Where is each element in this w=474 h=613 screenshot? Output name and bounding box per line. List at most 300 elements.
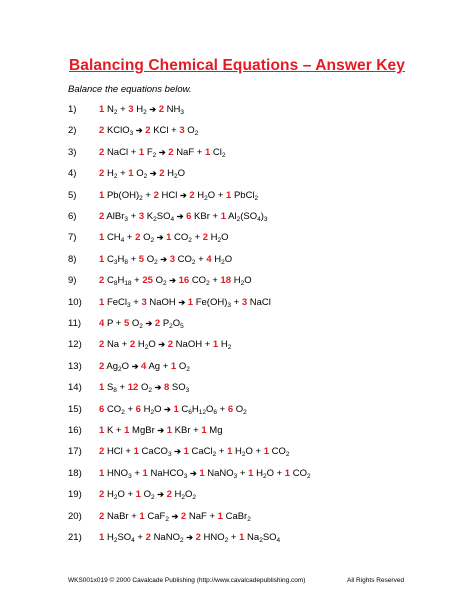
formula: NaCl	[249, 296, 271, 308]
equation	[99, 231, 229, 244]
plus-sign: +	[113, 318, 124, 329]
formula: $O_2$	[235, 403, 247, 416]
coefficient: 1	[99, 467, 105, 479]
formula: $NH_3$	[166, 104, 184, 116]
coefficient: 2	[202, 232, 208, 244]
subscript: 2	[174, 173, 178, 181]
subscript: 3	[128, 472, 132, 480]
arrow-icon: ➔	[171, 511, 179, 521]
formula: $O_2$	[143, 232, 155, 245]
equation-number: 19)	[68, 489, 82, 501]
plus-sign: +	[142, 189, 154, 201]
formula: KBr	[174, 425, 191, 436]
plus-sign: +	[202, 339, 213, 351]
plus-sign: +	[194, 146, 205, 158]
equation-number: 20)	[68, 510, 82, 522]
coefficient: 1	[173, 403, 179, 415]
coefficient: 1	[170, 360, 177, 372]
plus-sign: +	[209, 211, 221, 222]
formula: $H_2O$	[256, 467, 274, 480]
coefficient: 2	[158, 104, 164, 115]
equation-number: 14)	[68, 382, 82, 394]
formula: Na	[106, 339, 120, 351]
coefficient: 2	[135, 232, 141, 244]
subscript: 2	[113, 109, 118, 116]
subscript: 2	[236, 216, 241, 223]
plus-sign: +	[128, 211, 139, 222]
plus-sign: +	[131, 467, 143, 479]
formula: $N_2$	[106, 104, 118, 116]
coefficient: 3	[141, 296, 147, 308]
equation-number: 15)	[68, 403, 82, 415]
equation	[99, 296, 271, 309]
subscript: 2	[217, 237, 222, 245]
formula: $CH_4$	[106, 232, 125, 245]
equation-number: 3)	[68, 146, 77, 158]
coefficient: 1	[227, 446, 233, 458]
subscript: 2	[191, 258, 196, 266]
coefficient: 1	[183, 446, 189, 458]
plus-sign: +	[231, 296, 242, 308]
formula: $H_2O$	[233, 275, 252, 288]
plus-sign: +	[124, 403, 136, 415]
coefficient: 2	[99, 339, 105, 351]
subscript: 2	[150, 237, 155, 245]
coefficient: 12	[127, 382, 139, 394]
plus-sign: +	[130, 296, 142, 308]
coefficient: 5	[123, 318, 130, 329]
plus-sign: +	[117, 104, 129, 115]
subscript: 12	[198, 408, 206, 416]
equation	[99, 338, 231, 351]
equation	[99, 445, 290, 458]
subscript: 2	[118, 365, 122, 373]
arrow-icon: ➔	[164, 404, 171, 414]
coefficient: 3	[128, 104, 134, 115]
formula: $H_2$	[106, 168, 118, 181]
formula: $H_2$	[136, 104, 147, 116]
coefficient: 1	[99, 104, 105, 115]
coefficient: 1	[201, 425, 207, 436]
formula: Mg	[209, 425, 223, 436]
equation	[99, 467, 311, 480]
formula: $O_2$	[187, 125, 199, 138]
formula: $SO_3$	[171, 382, 190, 395]
formula: PbCl$_2$	[233, 189, 259, 202]
subscript: 4	[257, 216, 261, 223]
subscript: 2	[165, 515, 169, 523]
subscript: 2	[240, 280, 245, 288]
subscript: 3	[185, 387, 190, 395]
formula: CaBr$_2$	[225, 510, 251, 523]
arrow-icon: ➔	[169, 276, 176, 286]
plus-sign: +	[128, 510, 140, 522]
coefficient: 1	[99, 425, 105, 436]
subscript: 4	[131, 537, 135, 544]
subscript: 2	[153, 216, 157, 223]
equation-number: 17)	[68, 446, 82, 458]
equation-number: 11)	[68, 318, 82, 329]
coefficient: 2	[99, 510, 105, 522]
arrow-icon: ➔	[158, 340, 166, 350]
coefficient: 2	[129, 339, 136, 351]
plus-sign: +	[216, 446, 228, 458]
subscript: 3	[129, 130, 134, 138]
equation	[99, 317, 184, 330]
coefficient: 1	[99, 296, 105, 308]
formula: $P_2O_5$	[162, 318, 184, 330]
formula: $H_2O$	[214, 253, 233, 266]
coefficient: 1	[248, 467, 254, 479]
equation	[99, 210, 268, 223]
subscript: 3	[124, 216, 128, 223]
subscript: 2	[262, 472, 267, 480]
subscript: 2	[285, 451, 290, 459]
coefficient: 4	[99, 318, 105, 329]
coefficient: 1	[187, 296, 194, 308]
coefficient: 2	[99, 360, 105, 372]
subscript: 6	[213, 408, 218, 416]
subscript: 3	[127, 301, 131, 309]
coefficient: 2	[99, 489, 105, 501]
arrow-icon: ➔	[149, 169, 157, 179]
formula: $Ag_2O$	[106, 360, 130, 373]
coefficient: 6	[135, 403, 141, 415]
plus-sign: +	[113, 425, 125, 436]
subscript: 2	[306, 472, 311, 480]
coefficient: 3	[179, 125, 185, 137]
formula: NaNO$_2$	[153, 532, 184, 544]
formula: KClO$_3$	[106, 125, 134, 138]
plus-sign: +	[116, 382, 128, 394]
equation-number: 21)	[68, 532, 82, 543]
formula: $Fe(OH)_3$	[195, 296, 232, 309]
formula: $H_2O$	[167, 168, 186, 181]
formula: $O_2$	[178, 360, 190, 373]
formula: K	[106, 425, 114, 436]
subscript: 2	[188, 237, 192, 245]
subscript: 2	[194, 130, 199, 138]
coefficient: 1	[99, 253, 105, 265]
plus-sign: +	[217, 403, 228, 415]
subscript: 6	[188, 408, 192, 416]
formula: NaOH	[175, 339, 203, 351]
equation-number: 16)	[68, 425, 82, 436]
formula: Ag	[148, 360, 161, 372]
coefficient: 1	[99, 532, 105, 543]
plus-sign: +	[122, 446, 134, 458]
equation-number: 6)	[68, 211, 77, 222]
coefficient: 2	[145, 532, 151, 543]
subscript: 5	[180, 323, 184, 330]
formula: FeCl$_3$	[106, 296, 131, 309]
plus-sign: +	[252, 446, 264, 458]
equation-number: 7)	[68, 232, 77, 244]
arrow-icon: ➔	[189, 468, 197, 478]
coefficient: 2	[153, 189, 159, 201]
formula: HCl	[106, 446, 123, 458]
coefficient: 1	[226, 189, 232, 201]
formula: $O_2$	[136, 168, 148, 181]
equation-number: 10)	[68, 296, 82, 308]
formula: $O_2$	[140, 382, 152, 395]
subscript: 4	[170, 216, 175, 223]
coefficient: 5	[138, 253, 145, 265]
formula: $HNO_2$	[203, 532, 229, 544]
coefficient: 3	[138, 211, 145, 222]
plus-sign: +	[237, 467, 249, 479]
subscript: 3	[263, 216, 268, 223]
plus-sign: +	[134, 532, 146, 543]
coefficient: 16	[178, 275, 190, 287]
equation	[99, 124, 198, 137]
coefficient: 1	[217, 510, 223, 522]
equation-number: 9)	[68, 275, 77, 287]
equation-number: 5)	[68, 189, 77, 201]
formula: NaF	[176, 146, 195, 158]
formula: $H_2$	[220, 339, 232, 352]
formula: $C_3H_8$	[106, 253, 128, 266]
subscript: 2	[259, 537, 263, 544]
arrow-icon: ➔	[186, 533, 193, 542]
subscript: 2	[143, 173, 148, 181]
plus-sign: +	[124, 232, 136, 244]
coefficient: 2	[189, 189, 195, 201]
subscript: 2	[152, 151, 157, 159]
equation-number: 1)	[68, 104, 77, 115]
plus-sign: +	[117, 168, 129, 180]
formula: NaCl	[106, 146, 129, 158]
coefficient: 2	[99, 125, 105, 137]
subscript: 2	[243, 408, 247, 416]
arrow-icon: ➔	[160, 254, 168, 264]
coefficient: 4	[141, 360, 147, 372]
coefficient: 2	[99, 211, 105, 222]
formula: $H_2O$	[137, 339, 156, 352]
formula: $C_8H_{18}$	[106, 275, 132, 288]
plus-sign: +	[228, 532, 240, 543]
plus-sign: +	[273, 467, 285, 479]
subscript: 2	[212, 451, 217, 459]
coefficient: 6	[99, 403, 105, 415]
equation	[99, 488, 196, 501]
equation	[99, 146, 226, 159]
formula: NaHCO$_3$	[150, 467, 188, 480]
subscript: 4	[120, 237, 125, 245]
coefficient: 2	[99, 146, 105, 158]
equation	[99, 167, 185, 180]
subscript: 2	[143, 109, 147, 116]
formula: AlBr$_3$	[106, 211, 128, 223]
plus-sign: +	[124, 489, 136, 501]
subscript: 2	[121, 408, 125, 416]
coefficient: 3	[241, 296, 248, 308]
formula: MgBr	[132, 425, 155, 436]
subscript: 2	[221, 151, 226, 159]
subscript: 3	[180, 109, 184, 116]
formula: $CO_2$	[271, 446, 290, 459]
arrow-icon: ➔	[154, 383, 162, 393]
subscript: 3	[233, 472, 238, 480]
coefficient: 2	[154, 318, 161, 329]
subscript: 2	[148, 387, 152, 395]
plus-sign: +	[190, 425, 202, 436]
subscript: 2	[139, 323, 143, 330]
equation-number: 12)	[68, 339, 82, 351]
formula: $H_2SO_4$	[106, 532, 135, 544]
equation	[99, 274, 252, 287]
formula: $Pb(OH)_2$	[106, 189, 143, 202]
coefficient: 1	[263, 446, 270, 458]
subscript: 2	[192, 494, 197, 502]
subscript: 2	[247, 515, 251, 523]
subscript: 3	[183, 472, 188, 480]
plus-sign: +	[209, 275, 221, 287]
formula: $O_2$	[155, 275, 167, 288]
plus-sign: +	[131, 275, 143, 287]
formula: NaNO$_3$	[207, 467, 238, 480]
arrow-icon: ➔	[180, 190, 187, 200]
coefficient: 6	[227, 403, 234, 415]
subscript: 3	[227, 301, 232, 309]
coefficient: 1	[133, 446, 139, 458]
subscript: 2	[113, 537, 118, 544]
equation	[99, 189, 258, 202]
equation	[99, 424, 222, 437]
coefficient: 1	[199, 467, 205, 479]
coefficient: 2	[195, 532, 201, 543]
subscript: 2	[186, 365, 190, 373]
coefficient: 2	[99, 446, 105, 458]
instructions: Balance the equations below.	[68, 84, 192, 95]
coefficient: 3	[169, 253, 175, 265]
subscript: 2	[144, 344, 149, 352]
coefficient: 1	[124, 425, 130, 436]
plus-sign: +	[191, 232, 203, 244]
formula: $O_2$	[131, 318, 143, 330]
subscript: 2	[227, 344, 232, 352]
coefficient: 1	[284, 467, 291, 479]
plus-sign: +	[127, 253, 139, 265]
coefficient: 1	[99, 232, 105, 244]
subscript: 2	[113, 494, 118, 502]
coefficient: 2	[166, 489, 172, 501]
formula: $CO_2$	[177, 253, 196, 266]
formula: $Na_2SO_4$	[247, 532, 281, 544]
coefficient: 1	[99, 382, 105, 394]
coefficient: 2	[168, 146, 174, 158]
coefficient: 1	[128, 168, 134, 180]
formula: $H_2O$	[210, 232, 229, 245]
coefficient: 2	[145, 125, 151, 137]
plus-sign: +	[195, 253, 207, 265]
formula: P	[106, 318, 114, 329]
formula: CaCl$_2$	[191, 446, 217, 459]
formula: $CO_2$	[191, 275, 210, 288]
footer-rights: All Rights Reserved	[347, 577, 405, 584]
formula: $H_2O$	[235, 446, 253, 459]
coefficient: 1	[135, 489, 141, 501]
footer-copyright: WKS001x019 © 2000 Cavalcade Publishing (http://www.cavalcadepublishing.com)	[68, 577, 306, 584]
plus-sign: +	[215, 189, 227, 201]
subscript: 3	[167, 451, 172, 459]
plus-sign: +	[168, 125, 180, 137]
subscript: 2	[241, 451, 246, 459]
formula: $CO_2$	[106, 403, 125, 416]
subscript: 2	[113, 173, 118, 181]
subscript: 2	[206, 280, 210, 288]
equation	[99, 253, 232, 266]
formula: CaCO$_3$	[141, 446, 172, 459]
formula: CaF$_2$	[147, 510, 169, 523]
coefficient: 8	[163, 382, 170, 394]
formula: $H_2O$	[197, 189, 216, 202]
equation	[99, 531, 280, 544]
formula: $H_2O$	[143, 403, 162, 416]
formula: NaF	[188, 510, 207, 522]
plus-sign: +	[119, 339, 130, 351]
formula: KCl	[153, 125, 169, 137]
coefficient: 2	[99, 275, 105, 287]
arrow-icon: ➔	[174, 447, 181, 457]
coefficient: 4	[206, 253, 212, 265]
coefficient: 1	[166, 232, 172, 244]
page-title: Balancing Chemical Equations – Answer Key	[68, 57, 405, 74]
arrow-icon: ➔	[176, 212, 184, 221]
equation	[99, 510, 251, 523]
coefficient: 1	[204, 146, 211, 158]
subscript: 2	[150, 494, 155, 502]
formula: $S_8$	[106, 382, 117, 395]
formula: NaOH	[149, 296, 176, 308]
subscript: 2	[254, 194, 259, 202]
formula: NaBr	[106, 510, 129, 522]
equation-number: 4)	[68, 168, 77, 180]
subscript: 2	[150, 408, 155, 416]
coefficient: 1	[212, 339, 219, 351]
plus-sign: +	[160, 360, 171, 372]
subscript: 2	[221, 258, 225, 266]
formula: KBr	[194, 211, 210, 222]
subscript: 4	[276, 537, 281, 544]
formula: $CO_2$	[174, 232, 192, 245]
subscript: 8	[124, 258, 128, 266]
formula: $HNO_3$	[106, 467, 132, 480]
arrow-icon: ➔	[156, 233, 164, 243]
coefficient: 2	[167, 339, 174, 351]
subscript: 3	[113, 258, 118, 266]
formula: $H_2O$	[106, 489, 125, 502]
subscript: 8	[113, 280, 118, 288]
coefficient: 2	[159, 168, 165, 180]
formula: $H_2O_2$	[174, 489, 197, 502]
equation	[99, 103, 184, 116]
arrow-icon: ➔	[135, 126, 143, 136]
coefficient: 2	[180, 510, 187, 522]
arrow-icon: ➔	[157, 490, 164, 500]
arrow-icon: ➔	[178, 297, 186, 307]
arrow-icon: ➔	[131, 361, 139, 371]
formula: $Al_2(SO_4)_3$	[228, 211, 268, 223]
subscript: 2	[162, 280, 167, 288]
equation-number: 13)	[68, 360, 82, 372]
coefficient: 1	[220, 211, 226, 222]
coefficient: 1	[239, 532, 245, 543]
subscript: 18	[124, 280, 132, 288]
subscript: 2	[179, 537, 184, 544]
coefficient: 1	[142, 467, 148, 479]
equation-number: 2)	[68, 125, 77, 137]
